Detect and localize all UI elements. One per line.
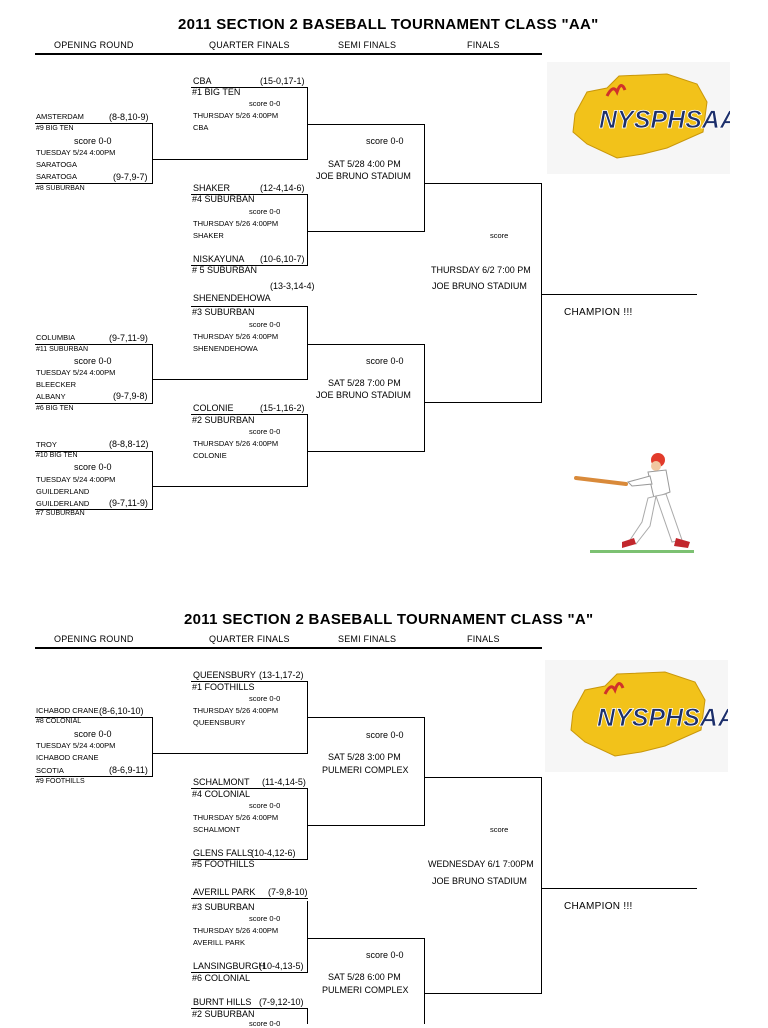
team-name: GLENS FALLS xyxy=(193,848,254,858)
bracket-line xyxy=(307,194,308,266)
header-quarter-finals: QUARTER FINALS xyxy=(209,634,290,644)
final-venue: JOE BRUNO STADIUM xyxy=(432,281,527,291)
game-venue: PULMERI COMPLEX xyxy=(322,985,409,995)
game-date: THURSDAY 5/26 4:00PM xyxy=(193,332,279,341)
bracket-line xyxy=(35,123,153,124)
game-date: THURSDAY 5/26 4:00PM xyxy=(193,706,279,715)
final-venue: JOE BRUNO STADIUM xyxy=(432,876,527,886)
team-seed: #11 SUBURBAN xyxy=(36,346,89,353)
bracket-line xyxy=(35,403,153,404)
game-score: score 0-0 xyxy=(249,427,281,436)
bracket-line xyxy=(307,1008,308,1024)
bracket-line xyxy=(424,344,425,452)
team-record: (9-7,11-9) xyxy=(109,333,148,343)
team-name: LANSINGBURGH xyxy=(193,961,266,971)
final-date: THURSDAY 6/2 7:00 PM xyxy=(431,265,531,275)
game-date: TUESDAY 5/24 4:00PM xyxy=(36,368,116,377)
team-name: SHENENDEHOWA xyxy=(193,293,271,303)
team-record: (12-4,14-6) xyxy=(260,183,305,193)
game-score: score 0-0 xyxy=(249,1019,281,1028)
team-name: SCOTIA xyxy=(36,766,64,775)
team-record: (9-7,9-8) xyxy=(113,391,148,401)
game-date: THURSDAY 5/26 4:00PM xyxy=(193,111,279,120)
team-name: SARATOGA xyxy=(36,172,77,181)
header-semi-finals: SEMI FINALS xyxy=(338,40,397,50)
bracket-line xyxy=(307,451,424,452)
bracket-line xyxy=(424,402,542,403)
bracket-line xyxy=(307,306,308,380)
bracket-line xyxy=(152,753,308,754)
team-name: ICHABOD CRANE xyxy=(36,706,99,715)
final-score: score xyxy=(490,231,509,240)
game-date: THURSDAY 5/26 4:00PM xyxy=(193,813,279,822)
team-seed: #10 BIG TEN xyxy=(36,452,78,459)
bracket-title: 2011 SECTION 2 BASEBALL TOURNAMENT CLASS "A" xyxy=(184,611,594,628)
header-underline xyxy=(35,647,542,649)
bracket-line xyxy=(541,294,697,295)
team-record: (9-7,9-7) xyxy=(113,172,148,182)
game-date: THURSDAY 5/26 4:00PM xyxy=(193,926,279,935)
team-name: GUILDERLAND xyxy=(36,499,90,508)
bracket-line xyxy=(152,717,153,777)
bracket-line xyxy=(541,777,542,993)
team-name: COLUMBIA xyxy=(36,333,76,342)
team-record: (8-8,10-9) xyxy=(109,112,149,122)
final-date: WEDNESDAY 6/1 7:00PM xyxy=(428,859,534,869)
bracket-line xyxy=(35,344,153,345)
game-score: score 0-0 xyxy=(249,694,281,703)
game-winner: QUEENSBURY xyxy=(193,718,246,727)
header-opening-round: OPENING ROUND xyxy=(54,40,134,50)
game-score: score 0-0 xyxy=(366,950,404,960)
game-winner: SARATOGA xyxy=(36,160,77,169)
header-finals: FINALS xyxy=(467,634,500,644)
game-score: score 0-0 xyxy=(249,801,281,810)
header-semi-finals: SEMI FINALS xyxy=(338,634,397,644)
team-record: (13-3,14-4) xyxy=(270,281,315,291)
game-venue: PULMERI COMPLEX xyxy=(322,765,409,775)
game-score: score 0-0 xyxy=(366,730,404,740)
bracket-line xyxy=(541,183,542,403)
team-record: (7-9,8-10) xyxy=(268,887,308,897)
header-opening-round: OPENING ROUND xyxy=(54,634,134,644)
champion-label: CHAMPION !!! xyxy=(564,307,633,318)
game-winner: COLONIE xyxy=(193,451,227,460)
header-quarter-finals: QUARTER FINALS xyxy=(209,40,290,50)
team-seed: #1 FOOTHILLS xyxy=(192,682,255,692)
team-name: BURNT HILLS xyxy=(193,997,252,1007)
nysphsaa-logo xyxy=(547,62,730,174)
team-seed: #8 COLONIAL xyxy=(36,718,82,725)
bracket-line xyxy=(424,124,425,232)
bracket-line xyxy=(424,183,542,184)
bracket-line xyxy=(152,451,153,510)
game-date: TUESDAY 5/24 4:00PM xyxy=(36,148,116,157)
team-record: (10-6,10-7) xyxy=(260,254,305,264)
header-underline xyxy=(35,53,542,55)
game-winner: AVERILL PARK xyxy=(193,938,245,947)
bracket-line xyxy=(307,825,424,826)
team-record: (10-4,13-5) xyxy=(259,961,304,971)
header-finals: FINALS xyxy=(467,40,500,50)
team-seed: #5 FOOTHILLS xyxy=(192,859,255,869)
game-score: score 0-0 xyxy=(249,207,281,216)
team-name: NISKAYUNA xyxy=(193,254,245,264)
game-date: THURSDAY 5/26 4:00PM xyxy=(193,219,279,228)
game-date: TUESDAY 5/24 4:00PM xyxy=(36,475,116,484)
team-seed: #4 SUBURBAN xyxy=(192,194,255,204)
champion-label: CHAMPION !!! xyxy=(564,901,633,912)
game-score: score 0-0 xyxy=(249,99,281,108)
team-seed: #7 SUBURBAN xyxy=(36,510,85,517)
final-score: score xyxy=(490,825,509,834)
game-venue: JOE BRUNO STADIUM xyxy=(316,171,411,181)
game-score: score 0-0 xyxy=(74,136,112,146)
team-name: AVERILL PARK xyxy=(193,887,256,897)
game-winner: ICHABOD CRANE xyxy=(36,753,99,762)
team-seed: #8 SUBURBAN xyxy=(36,185,85,192)
team-seed: # 5 SUBURBAN xyxy=(192,265,258,275)
team-record: (8-6,9-11) xyxy=(109,765,148,775)
game-date: THURSDAY 5/26 4:00PM xyxy=(193,439,279,448)
bracket-line xyxy=(152,123,153,184)
team-seed: #6 BIG TEN xyxy=(36,405,74,412)
bracket-line xyxy=(35,776,153,777)
game-score: score 0-0 xyxy=(249,914,281,923)
team-name: SCHALMONT xyxy=(193,777,250,787)
team-record: (8-8,8-12) xyxy=(109,439,149,449)
game-date: TUESDAY 5/24 4:00PM xyxy=(36,741,116,750)
team-seed: #9 FOOTHILLS xyxy=(36,778,85,785)
bracket-line xyxy=(191,898,308,899)
team-record: (9-7,11-9) xyxy=(109,498,148,508)
team-name: COLONIE xyxy=(193,403,234,413)
game-winner: CBA xyxy=(193,123,209,132)
bracket-line xyxy=(152,344,153,404)
bracket-line xyxy=(307,901,308,973)
team-record: (15-0,17-1) xyxy=(260,76,305,86)
bracket-line xyxy=(35,183,153,184)
bracket-line xyxy=(307,788,308,860)
game-date: SAT 5/28 7:00 PM xyxy=(328,378,401,388)
team-seed: #6 COLONIAL xyxy=(192,973,251,983)
team-record: (7-9,12-10) xyxy=(259,997,304,1007)
bracket-line xyxy=(424,938,425,1024)
logo-text: NYSPHSAA xyxy=(597,704,728,732)
team-name: ALBANY xyxy=(36,392,66,401)
team-seed: #1 BIG TEN xyxy=(192,87,241,97)
team-record: (11-4,14-5) xyxy=(262,777,306,787)
bracket-line xyxy=(541,888,697,889)
bracket-line xyxy=(307,938,424,939)
game-venue: JOE BRUNO STADIUM xyxy=(316,390,411,400)
bracket-line xyxy=(152,486,308,487)
bracket-line xyxy=(152,159,308,160)
bracket-line xyxy=(424,717,425,826)
game-score: score 0-0 xyxy=(366,356,404,366)
game-score: score 0-0 xyxy=(74,356,112,366)
game-score: score 0-0 xyxy=(74,729,112,739)
team-record: (8-6,10-10) xyxy=(99,706,144,716)
game-winner: SCHALMONT xyxy=(193,825,241,834)
game-winner: BLEECKER xyxy=(36,380,77,389)
team-seed: #2 SUBURBAN xyxy=(192,1009,255,1019)
team-seed: #9 BIG TEN xyxy=(36,125,74,132)
team-name: CBA xyxy=(193,76,212,86)
bracket-line xyxy=(307,124,424,125)
game-score: score 0-0 xyxy=(74,462,112,472)
team-record: (13-1,17-2) xyxy=(259,670,304,680)
bracket-line xyxy=(307,231,424,232)
bracket-line xyxy=(424,993,542,994)
baseball-batter-image xyxy=(572,448,702,560)
game-date: SAT 5/28 3:00 PM xyxy=(328,752,401,762)
game-score: score 0-0 xyxy=(249,320,281,329)
bracket-line xyxy=(424,777,542,778)
team-name: TROY xyxy=(36,440,57,449)
bracket-title: 2011 SECTION 2 BASEBALL TOURNAMENT CLASS "AA" xyxy=(178,16,599,33)
team-seed: #2 SUBURBAN xyxy=(192,415,255,425)
team-record: (10-4,12-6) xyxy=(251,848,296,858)
team-seed: #3 SUBURBAN xyxy=(192,307,255,317)
game-winner: GUILDERLAND xyxy=(36,487,90,496)
team-record: (15-1,16-2) xyxy=(260,403,305,413)
bracket-line xyxy=(307,344,424,345)
bracket-line xyxy=(152,379,308,380)
team-name: SHAKER xyxy=(193,183,231,193)
nysphsaa-logo xyxy=(545,660,728,772)
team-name: QUEENSBURY xyxy=(193,670,256,680)
team-name: AMSTERDAM xyxy=(36,112,84,121)
logo-text: NYSPHSAA xyxy=(599,106,730,134)
game-winner: SHAKER xyxy=(193,231,224,240)
game-date: SAT 5/28 4:00 PM xyxy=(328,159,401,169)
game-score: score 0-0 xyxy=(366,136,404,146)
team-seed: #3 SUBURBAN xyxy=(192,902,255,912)
bracket-line xyxy=(307,717,424,718)
game-date: SAT 5/28 6:00 PM xyxy=(328,972,401,982)
team-seed: #4 COLONIAL xyxy=(192,789,251,799)
game-winner: SHENENDEHOWA xyxy=(193,344,258,353)
